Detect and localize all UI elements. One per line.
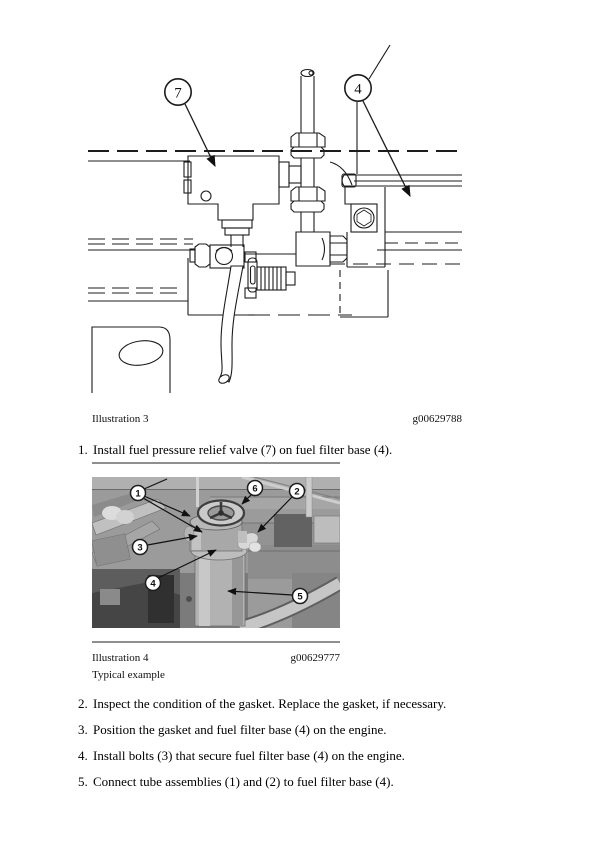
- callout-7-number: 7: [174, 85, 182, 102]
- step-5: [78, 774, 558, 789]
- priming-pump-wheel: [198, 501, 244, 526]
- illustration-4-label: Illustration 4: [92, 652, 149, 664]
- step-5-number: 5.: [78, 774, 88, 789]
- step-3-text: Position the gasket and fuel filter base (4) on the engine.: [93, 722, 387, 737]
- step-2-number: 2.: [78, 696, 88, 711]
- illustration-3-caption-row: [92, 413, 462, 426]
- illustration-4-caption-row: [92, 652, 340, 665]
- check-valve-block: [190, 244, 296, 298]
- photo-top-rule: [92, 462, 340, 464]
- step-4: [78, 748, 558, 763]
- illustration-4-note: Typical example: [92, 669, 165, 681]
- electrical-box: [274, 514, 312, 547]
- elbow-fitting: [296, 232, 347, 266]
- photo-callout-5: [293, 589, 308, 604]
- callout-4-number: 4: [354, 81, 362, 98]
- photo-callout-1-number: 1: [135, 488, 141, 500]
- step-3-number: 3.: [78, 722, 88, 737]
- illustration-4-code: g00629777: [290, 652, 340, 664]
- illustration-3-label: Illustration 3: [92, 413, 149, 425]
- relief-valve-body: [184, 156, 301, 247]
- photo-callout-4: [146, 576, 161, 591]
- photo-callout-3-number: 3: [137, 542, 143, 554]
- photo-callout-3: [133, 540, 148, 555]
- photo-callout-4-number: 4: [150, 578, 156, 590]
- callout-7: [165, 79, 215, 166]
- step-1-number: 1.: [78, 442, 88, 457]
- illustration-3-code: g00629788: [412, 413, 462, 425]
- callout-4: [345, 45, 410, 196]
- drain-hose: [217, 266, 243, 385]
- photo-bottom-rule: [92, 641, 340, 643]
- photo-callout-2: [290, 484, 305, 499]
- step-1: [78, 442, 558, 457]
- step-1-text: Install fuel pressure relief valve (7) on fuel filter base (4).: [93, 442, 393, 457]
- step-5-text: Connect tube assemblies (1) and (2) to fuel filter base (4).: [93, 774, 394, 789]
- photo-callout-1: [131, 486, 146, 501]
- step-4-number: 4.: [78, 748, 88, 763]
- photo-callout-5-number: 5: [297, 591, 303, 603]
- photo-callout-6: [248, 481, 263, 496]
- step-2-text: Inspect the condition of the gasket. Replace the gasket, if necessary.: [93, 696, 447, 711]
- left-frame-lines: [88, 239, 352, 315]
- photo-callout-2-number: 2: [294, 486, 300, 498]
- illustration-4-photo: [92, 477, 340, 628]
- frame-rail-lines: [330, 162, 462, 317]
- procedure-steps: [78, 696, 558, 800]
- lower-bracket: [92, 327, 170, 393]
- illustration-3-drawing: [0, 0, 600, 410]
- step-4-text: Install bolts (3) that secure fuel filter base (4) on the engine.: [93, 748, 405, 763]
- step-2: [78, 696, 558, 711]
- step-3: [78, 722, 558, 737]
- filter-base-bracket: [342, 174, 385, 267]
- photo-callout-6-number: 6: [252, 483, 258, 495]
